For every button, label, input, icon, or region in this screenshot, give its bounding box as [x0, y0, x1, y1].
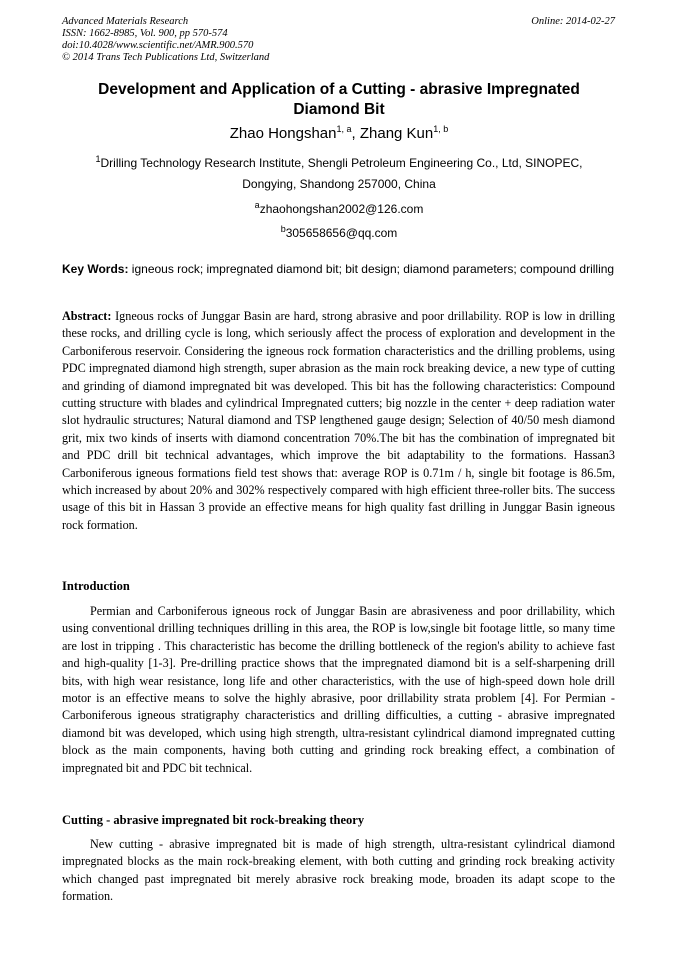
- copyright-line: © 2014 Trans Tech Publications Ltd, Switzerland: [62, 52, 270, 63]
- author-separator: ,: [351, 125, 360, 142]
- author-1-name: Zhao Hongshan: [229, 125, 337, 142]
- author-2-sup: 1, b: [433, 124, 449, 134]
- online-date: Online: 2014-02-27: [531, 16, 615, 27]
- journal-header: [62, 16, 269, 64]
- email-b: [0, 221, 678, 241]
- email-b-text: 305658656@qq.com: [285, 226, 398, 240]
- abstract-text: Igneous rocks of Junggar Basin are hard, strong abrasive and poor drillability. ROP is low in drilling these rocks, and drilling cycle is long, which seriously affect the process of exploration and development in the Carboniferous reservoir. Considering the igneous rock formation characteristics and the drilling problems, using PDC impregnated diamond high strength, super abrasion as the main rock breaking device, a new type of cutting and grinding of diamond impregnated bit was developed. This bit has the following characteristics: Compound cutting structure with blades and cylindrical Impregnated cutters; big nozzle in the center + deep radiation water slot hydraulic structures; Natural diamond and TSP lengthened gauge design; Selection of 40/50 mesh diamond grit, mix two kinds of inserts with diamond concentration 70%.The bit has the combination of impregnated bit and PDC drill bit technical advantages, which improve the bit adaptability to the formations. Hassan3 Carboniferous igneous formations field test shows that: average ROP is 0.71m / h, single bit footage is 86.5m, which increased by about 20% and 302% respectively compared with high efficient three-roller bits. The success usage of this bit in Hassan 3 provide an effective means for high quality fast drilling in Junggar Basin igneous rock formation.: [62, 309, 615, 532]
- abstract-label: Abstract:: [62, 309, 112, 323]
- affiliation: [70, 153, 608, 195]
- keywords-label: Key Words:: [62, 262, 129, 276]
- paper-title: Development and Application of a Cutting - abrasive Impregnated Diamond Bit: [98, 81, 580, 118]
- keywords: [62, 261, 615, 278]
- journal-name: Advanced Materials Research: [62, 16, 189, 27]
- affiliation-sup: 1: [95, 154, 101, 164]
- section-heading-theory: Cutting - abrasive impregnated bit rock-breaking theory: [62, 813, 365, 827]
- author-line: [0, 124, 678, 144]
- abstract: [62, 308, 615, 534]
- issn-line: ISSN: 1662-8985, Vol. 900, pp 570-574: [62, 28, 228, 39]
- doi-line: doi:10.4028/www.scientific.net/AMR.900.570: [62, 40, 254, 51]
- affiliation-text: Drilling Technology Research Institute, Shengli Petroleum Engineering Co., Ltd, SINOPEC, Dongying, Shandong 257000, China: [100, 156, 583, 191]
- section-heading-introduction: Introduction: [62, 579, 130, 593]
- keywords-text: igneous rock; impregnated diamond bit; bit design; diamond parameters; compound drilling: [128, 262, 615, 276]
- email-b-sup: b: [280, 224, 286, 234]
- introduction-paragraph: Permian and Carboniferous igneous rock of Junggar Basin are abrasiveness and poor drillability, which using conventional drilling techniques drilling in this area, the ROP is low,single bit footage little, so many time are lost in tripping . This characteristic has become the drilling bottleneck of the region's ability to achieve fast and high-quality [1-3]. Pre-drilling practice shows that the impregnated diamond bit is a self-sharpening drill bits, with high wear resistance, long life and other characteristics, with the use of high-speed down hole drill motor is an effective means to solve the highly abrasive, poor drillability strata problem [4]. For Permian - Carboniferous igneous stratigraphy characteristics and drilling difficulties, a cutting - abrasive impregnated diamond bit was developed, which using high strength, ultra-resistant cylindrical diamond impregnated cutting block as the main components, having both cutting and grinding rock breaking effect, a combination of impregnated bit and PDC bit technical.: [62, 604, 615, 775]
- author-2-name: Zhang Kun: [359, 125, 434, 142]
- email-a-text: zhaohongshan2002@126.com: [259, 202, 424, 216]
- email-a-sup: a: [254, 200, 260, 210]
- author-1-sup: 1, a: [336, 124, 352, 134]
- theory-paragraph: New cutting - abrasive impregnated bit is made of high strength, ultra-resistant cylindrical diamond impregnated blocks as the main rock-breaking element, with both cutting and grinding rock breaking activity which changed past impregnated bit merely abrasive rock breaking mode, broaden its adapt scope to the formation.: [62, 837, 615, 904]
- email-a: [0, 197, 678, 217]
